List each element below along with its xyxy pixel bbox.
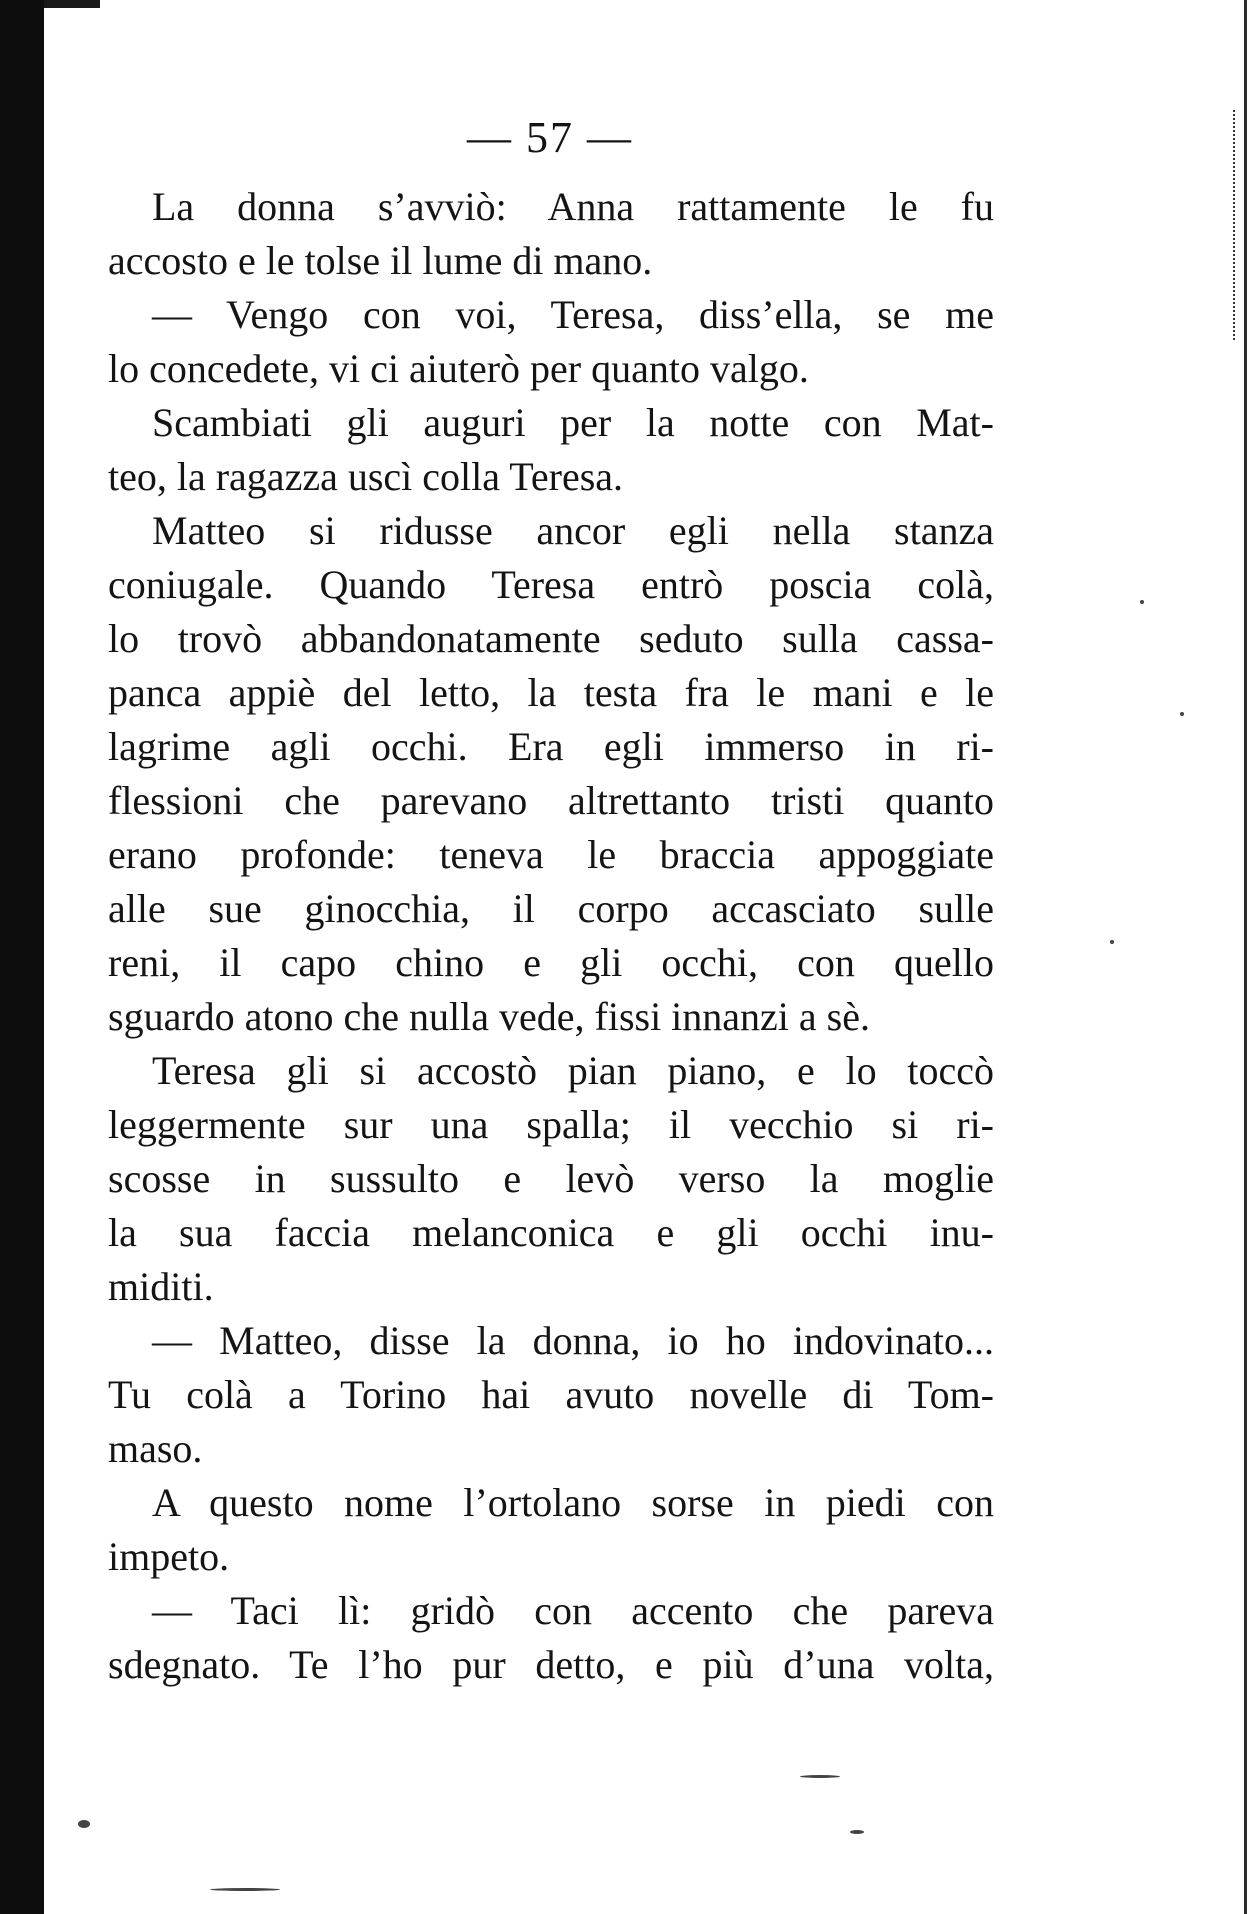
scan-speck [1180,712,1184,716]
text-line: lo trovò abbandonatamente seduto sulla cassa- [108,616,994,661]
page-right-edge-marks [1233,110,1237,340]
scan-speck [1110,940,1114,944]
page-number: — 57 — [467,113,633,162]
text-line: leggermente sur una spalla; il vecchio si ri- [108,1102,994,1147]
text-line: Scambiati gli auguri per la notte con Mat- [152,400,994,445]
text-line: erano profonde: teneva le braccia appoggiate [108,832,994,877]
text-line: teo, la ragazza uscì colla Teresa. [108,454,624,499]
text-line: Tu colà a Torino hai avuto novelle di Tom- [108,1372,994,1417]
page-right-edge [1244,0,1247,1914]
text-line: scosse in sussulto e levò verso la moglie [108,1156,994,1201]
page-top-edge [44,0,100,8]
text-line: alle sue ginocchia, il corpo accasciato sulle [108,886,994,931]
text-line: reni, il capo chino e gli occhi, con quello [108,940,994,985]
text-line: miditi. [108,1264,214,1309]
text-line: accosto e le tolse il lume di mano. [108,238,653,283]
text-line: — Matteo, disse la donna, io ho indovinato... [152,1318,994,1363]
text-line: panca appiè del letto, la testa fra le mani e le [108,670,994,715]
text-line: coniugale. Quando Teresa entrò poscia colà, [108,562,994,607]
text-line: lagrime agli occhi. Era egli immerso in ri- [108,724,994,769]
scan-speck [800,1775,840,1778]
text-line: Matteo si ridusse ancor egli nella stanza [152,508,994,553]
scan-speck [210,1888,280,1891]
scan-speck [1140,600,1144,604]
text-line: impeto. [108,1534,230,1579]
text-line: la sua faccia melanconica e gli occhi inu- [108,1210,994,1255]
text-line: Teresa gli si accostò pian piano, e lo toccò [152,1048,994,1093]
text-line: maso. [108,1426,203,1471]
text-line: sguardo atono che nulla vede, fissi innanzi a sè. [108,994,870,1039]
text-line: flessioni che parevano altrettanto tristi quanto [108,778,994,823]
text-line: A questo nome l’ortolano sorse in piedi con [152,1480,994,1525]
text-line: — Taci lì: gridò con accento che pareva [152,1588,994,1633]
scan-speck [850,1830,864,1834]
scan-speck [78,1820,90,1828]
page-binding-edge [0,0,44,1914]
text-line: La donna s’avviò: Anna rattamente le fu [152,184,994,229]
text-line: — Vengo con voi, Teresa, diss’ella, se me [152,292,994,337]
text-line: lo concedete, vi ci aiuterò per quanto valgo. [108,346,809,391]
text-line: sdegnato. Te l’ho pur detto, e più d’una volta, [108,1642,994,1687]
body-text [108,180,994,1692]
